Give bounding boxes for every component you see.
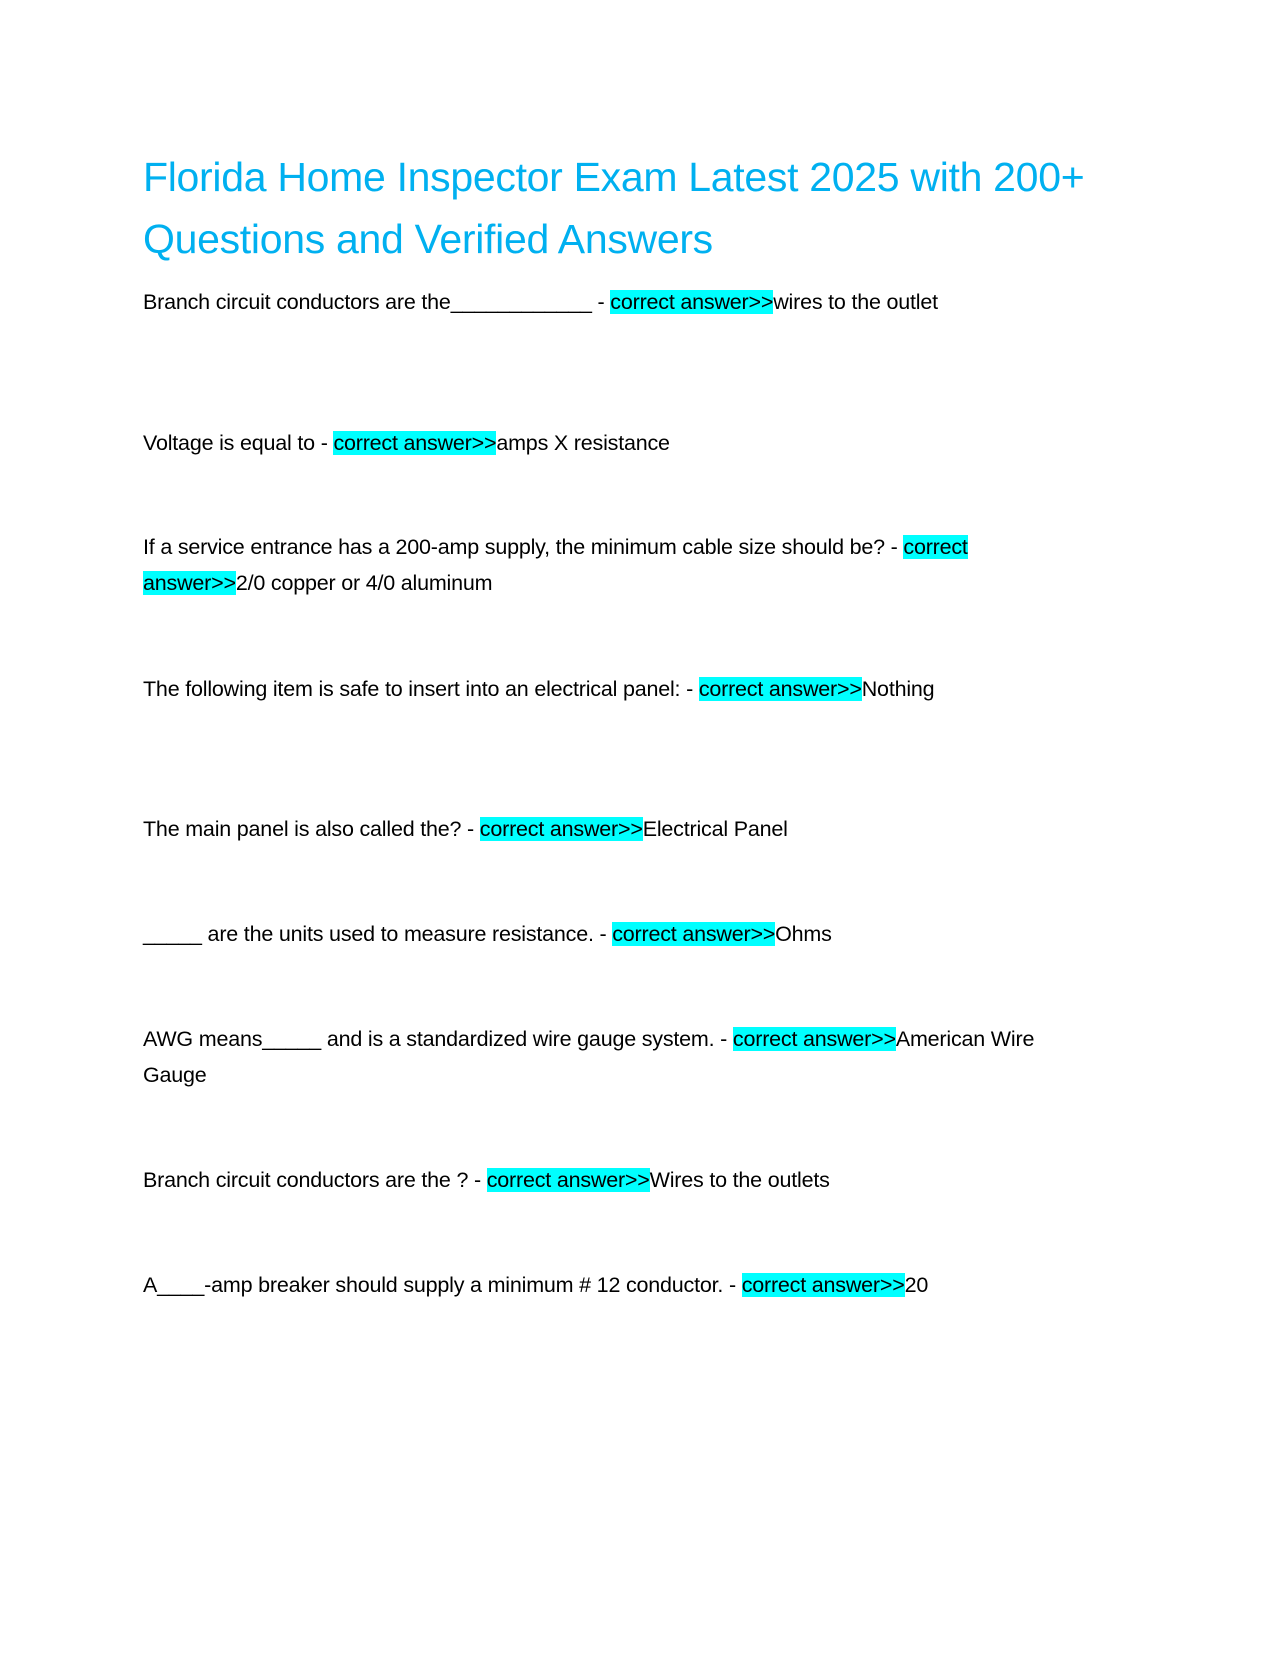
answer-text: Wires to the outlets bbox=[649, 1168, 830, 1192]
qa-item bbox=[143, 529, 1058, 601]
question-text: The following item is safe to insert into an electrical panel: - bbox=[143, 677, 699, 701]
qa-item bbox=[143, 425, 1058, 461]
answer-text: wires to the outlet bbox=[773, 290, 938, 314]
answer-text: amps X resistance bbox=[496, 431, 670, 455]
question-text: Branch circuit conductors are the ? - bbox=[143, 1168, 487, 1192]
answer-text: 20 bbox=[904, 1273, 929, 1297]
qa-item bbox=[143, 284, 1058, 320]
correct-answer-label: correct answer>> bbox=[612, 922, 776, 946]
question-text: Voltage is equal to - bbox=[143, 431, 334, 455]
correct-answer-label: correct answer>> bbox=[486, 1168, 650, 1192]
question-text: If a service entrance has a 200-amp supply, the minimum cable size should be? - bbox=[143, 535, 904, 559]
question-text: Branch circuit conductors are the____________ - bbox=[143, 290, 611, 314]
correct-answer-label: correct answer>> bbox=[698, 677, 862, 701]
correct-answer-label: correct answer>> bbox=[741, 1273, 905, 1297]
qa-item bbox=[143, 811, 1058, 847]
qa-item bbox=[143, 916, 1058, 952]
answer-text: Nothing bbox=[861, 677, 935, 701]
correct-answer-label: correct answer>> bbox=[479, 817, 643, 841]
answer-text: Electrical Panel bbox=[642, 817, 788, 841]
correct-answer-label: correct answer>> bbox=[732, 1027, 896, 1051]
question-text: A____-amp breaker should supply a minimum # 12 conductor. - bbox=[143, 1273, 742, 1297]
question-text: AWG means_____ and is a standardized wire gauge system. - bbox=[143, 1027, 733, 1051]
qa-item bbox=[143, 671, 1058, 707]
answer-text: 2/0 copper or 4/0 aluminum bbox=[235, 571, 493, 595]
answer-text: American Wire Gauge bbox=[143, 1027, 1035, 1087]
correct-answer-label: correct answer>> bbox=[143, 535, 968, 595]
question-text: The main panel is also called the? - bbox=[143, 817, 480, 841]
answer-text: Ohms bbox=[775, 922, 832, 946]
question-text: _____ are the units used to measure resistance. - bbox=[143, 922, 613, 946]
qa-item bbox=[143, 1267, 1058, 1303]
qa-item bbox=[143, 1162, 1058, 1198]
correct-answer-label: correct answer>> bbox=[333, 431, 497, 455]
document-title: Florida Home Inspector Exam Latest 2025 with 200+ Questions and Verified Answers bbox=[143, 154, 1085, 262]
correct-answer-label: correct answer>> bbox=[610, 290, 774, 314]
qa-item bbox=[143, 1021, 1058, 1093]
